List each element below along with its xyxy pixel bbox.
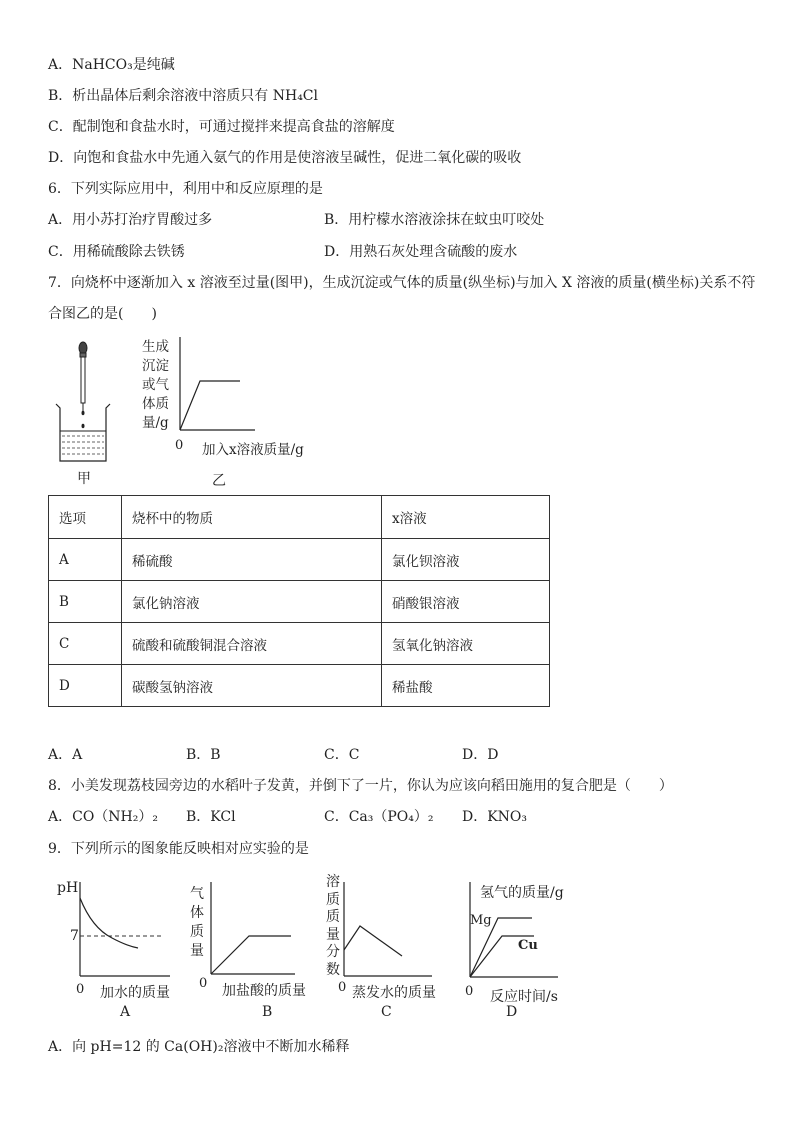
table-header-cell: x溶液 (382, 496, 550, 539)
graph-c-name: C (381, 1004, 392, 1020)
q7-answer-b: B．B (186, 747, 221, 763)
graph-a-plot (72, 880, 172, 980)
table-row (49, 581, 550, 623)
graph-a-xlabel: 加水的质量 (100, 985, 170, 1001)
q7-answer-a: A．A (48, 747, 83, 763)
graph-c-xlabel: 蒸发水的质量 (352, 985, 436, 1001)
graph-c-origin: 0 (338, 980, 347, 995)
graph-b-xlabel: 加盐酸的质量 (222, 983, 306, 999)
q8-option-b: B．KCl (186, 809, 236, 825)
table-cell: A (49, 539, 122, 581)
graph-d-ylabel: 氢气的质量/g (480, 885, 564, 901)
graph-a-ylabel: pH (57, 880, 79, 896)
graph-b-ylabel: 气 体 质 量 (190, 886, 204, 959)
table-row (49, 623, 550, 665)
q5-option-d: D．向饱和食盐水中先通入氨气的作用是使溶液呈碱性，促进二氧化碳的吸收 (48, 150, 522, 166)
figure-yi-label: 乙 (212, 473, 226, 489)
table-cell: C (49, 623, 122, 665)
table-cell: 稀盐酸 (382, 665, 550, 707)
graph-a-mark-7: 7 (70, 928, 79, 944)
q8-option-d: D．KNO₃ (462, 809, 528, 825)
q7-answer-c: C．C (324, 747, 360, 763)
table-cell: B (49, 581, 122, 623)
table-cell: 碳酸氢钠溶液 (122, 665, 382, 707)
q5-option-b: B．析出晶体后剩余溶液中溶质只有 NH₄Cl (48, 88, 318, 104)
table-cell: 氯化钡溶液 (382, 539, 550, 581)
table-cell: 硫酸和硫酸铜混合溶液 (122, 623, 382, 665)
q5-option-a: A．NaHCO₃是纯碱 (48, 57, 175, 73)
graph-c-ylabel: 溶 质 质 量 分 数 (326, 874, 340, 978)
figure-yi-xlabel: 加入x溶液质量/g (202, 442, 304, 458)
graph-d-name: D (506, 1004, 518, 1020)
table-cell: 硝酸银溶液 (382, 581, 550, 623)
table-cell: 氢氧化钠溶液 (382, 623, 550, 665)
graph-d-xlabel: 反应时间/s (490, 989, 558, 1005)
graph-d-cu-label: Cu (518, 938, 538, 953)
graph-a-origin: 0 (76, 982, 85, 997)
q7-answer-d: D．D (462, 747, 499, 763)
graph-c-plot (338, 880, 438, 980)
table-cell: 稀硫酸 (122, 539, 382, 581)
graph-b-name: B (262, 1004, 273, 1020)
q6-option-b: B．用柠檬水溶液涂抹在蚊虫叮咬处 (324, 212, 545, 228)
table-header-cell: 烧杯中的物质 (122, 496, 382, 539)
q5-option-c: C．配制饱和食盐水时，可通过搅拌来提高食盐的溶解度 (48, 119, 395, 135)
q7-options-table (48, 495, 550, 707)
q9-stem: 9．下列所示的图象能反映相对应实验的是 (48, 841, 309, 857)
table-row (49, 539, 550, 581)
figure-yi-graph (170, 335, 260, 435)
figure-yi-origin: 0 (175, 438, 184, 453)
q8-option-c: C．Ca₃（PO₄）₂ (324, 809, 434, 825)
q8-stem: 8．小美发现荔枝园旁边的水稻叶子发黄，并倒下了一片，你认为应该向稻田施用的复合肥是（ ） (48, 778, 673, 794)
q6-option-c: C．用稀硫酸除去铁锈 (48, 244, 185, 260)
graph-d-plot (462, 880, 562, 980)
graph-d-mg-label: Mg (470, 913, 492, 928)
table-cell: 氯化钠溶液 (122, 581, 382, 623)
table-header-row (49, 496, 550, 539)
q8-option-a: A．CO（NH₂）₂ (48, 809, 158, 825)
figure-jia-beaker (52, 336, 118, 466)
q9-option-a: A．向 pH=12 的 Ca(OH)₂溶液中不断加水稀释 (48, 1039, 350, 1055)
q6-stem: 6．下列实际应用中，利用中和反应原理的是 (48, 181, 323, 197)
figure-jia-label: 甲 (77, 471, 91, 487)
table-row (49, 665, 550, 707)
q6-option-a: A．用小苏打治疗胃酸过多 (48, 212, 213, 228)
graph-a-name: A (120, 1004, 131, 1020)
q7-stem-line2: 合图乙的是( ) (48, 306, 157, 322)
graph-d-origin: 0 (465, 984, 474, 999)
table-header-cell: 选项 (49, 496, 122, 539)
q7-stem-line1: 7．向烧杯中逐渐加入 x 溶液至过量(图甲)，生成沉淀或气体的质量(纵坐标)与加入 X 溶液的质量(横坐标)关系不符 (48, 275, 756, 291)
q6-option-d: D．用熟石灰处理含硫酸的废水 (324, 244, 518, 260)
graph-b-plot (203, 880, 303, 980)
figure-yi-ylabel: 生成 沉淀 或气 体质 量/g (142, 339, 169, 431)
table-cell: D (49, 665, 122, 707)
graph-b-origin: 0 (199, 976, 208, 991)
